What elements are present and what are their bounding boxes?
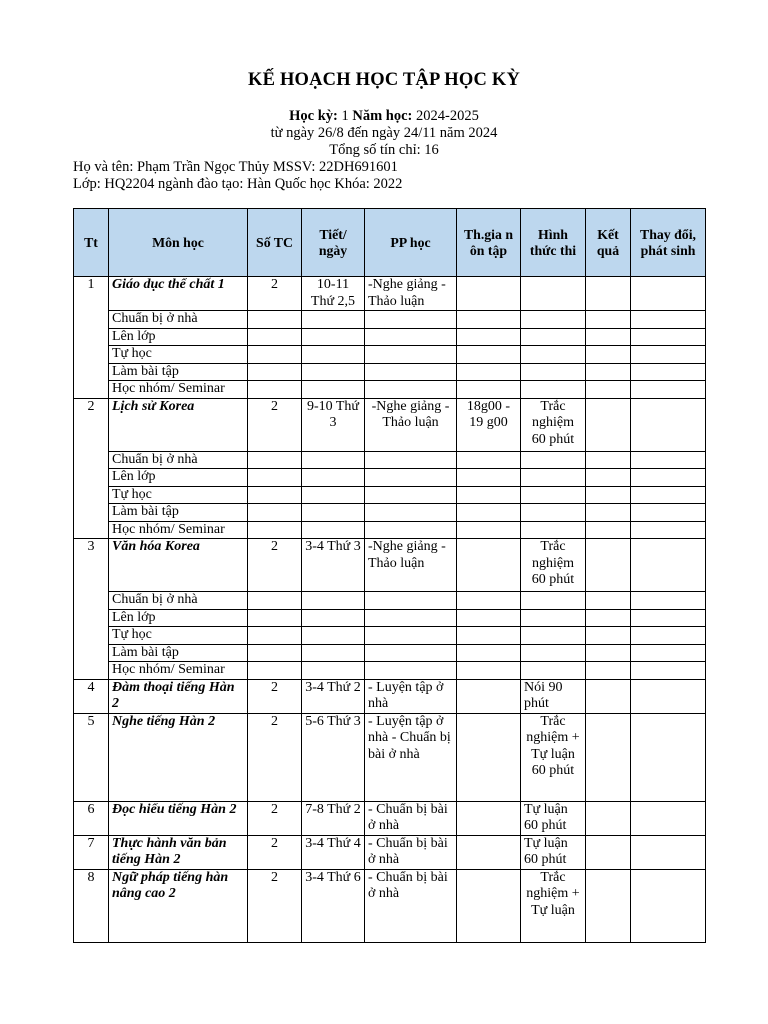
header-result: Kết quả xyxy=(586,209,631,277)
course-credits: 2 xyxy=(248,713,302,801)
table-row xyxy=(74,398,706,451)
activity-label: Học nhóm/ Seminar xyxy=(109,381,248,399)
course-exam xyxy=(521,277,586,311)
course-result xyxy=(586,869,631,942)
course-result xyxy=(586,277,631,311)
course-credits: 2 xyxy=(248,801,302,835)
course-change xyxy=(631,801,706,835)
activity-label: Làm bài tập xyxy=(109,644,248,662)
course-period: 3-4 Thứ 4 xyxy=(302,835,365,869)
header-method: PP học xyxy=(365,209,457,277)
course-number: 6 xyxy=(74,801,109,835)
course-review xyxy=(457,713,521,801)
table-row xyxy=(74,627,706,645)
table-row xyxy=(74,539,706,592)
course-credits: 2 xyxy=(248,398,302,451)
course-result xyxy=(586,835,631,869)
study-plan-table xyxy=(73,208,706,943)
course-number: 8 xyxy=(74,869,109,942)
course-number: 5 xyxy=(74,713,109,801)
course-name: Lịch sử Korea xyxy=(109,398,248,451)
table-row xyxy=(74,662,706,680)
semester-line xyxy=(0,108,768,126)
table-row xyxy=(74,801,706,835)
table-row xyxy=(74,311,706,329)
course-number: 7 xyxy=(74,835,109,869)
course-exam: Trắc nghiệm 60 phút xyxy=(521,398,586,451)
table-row xyxy=(74,609,706,627)
semester-label: Học kỳ: xyxy=(289,108,338,124)
course-change xyxy=(631,679,706,713)
course-period: 9-10 Thứ 3 xyxy=(302,398,365,451)
activity-label: Chuẩn bị ở nhà xyxy=(109,311,248,329)
activity-label: Chuẩn bị ở nhà xyxy=(109,451,248,469)
course-period: 3-4 Thứ 2 xyxy=(302,679,365,713)
header-exam: Hình thức thi xyxy=(521,209,586,277)
course-period: 10-11 Thứ 2,5 xyxy=(302,277,365,311)
course-number: 4 xyxy=(74,679,109,713)
activity-label: Học nhóm/ Seminar xyxy=(109,521,248,539)
course-period: 7-8 Thứ 2 xyxy=(302,801,365,835)
course-exam: Trắc nghiệm + Tự luận xyxy=(521,869,586,942)
course-credits: 2 xyxy=(248,679,302,713)
activity-label: Tự học xyxy=(109,627,248,645)
student-info: Họ và tên: Phạm Trần Ngọc Thủy MSSV: 22DH691601 xyxy=(73,159,398,175)
table-row xyxy=(74,346,706,364)
table-row xyxy=(74,381,706,399)
table-row xyxy=(74,592,706,610)
course-exam: Trắc nghiệm 60 phút xyxy=(521,539,586,592)
course-method: -Nghe giảng -Thảo luận xyxy=(365,277,457,311)
course-review xyxy=(457,835,521,869)
course-exam: Nói 90 phút xyxy=(521,679,586,713)
course-credits: 2 xyxy=(248,835,302,869)
table-row xyxy=(74,328,706,346)
course-result xyxy=(586,539,631,592)
activity-label: Tự học xyxy=(109,346,248,364)
course-number: 2 xyxy=(74,398,109,539)
course-change xyxy=(631,713,706,801)
course-name: Ngữ pháp tiếng hàn nâng cao 2 xyxy=(109,869,248,942)
header-subject: Môn học xyxy=(109,209,248,277)
course-review: 18g00 - 19 g00 xyxy=(457,398,521,451)
course-exam: Tự luận 60 phút xyxy=(521,801,586,835)
course-method: -Nghe giảng -Thảo luận xyxy=(365,398,457,451)
course-period: 3-4 Thứ 3 xyxy=(302,539,365,592)
table-row xyxy=(74,644,706,662)
course-credits: 2 xyxy=(248,539,302,592)
course-method: -Nghe giảng -Thảo luận xyxy=(365,539,457,592)
class-info: Lớp: HQ2204 ngành đào tạo: Hàn Quốc học Khóa: 2022 xyxy=(73,176,403,192)
course-period: 3-4 Thứ 6 xyxy=(302,869,365,942)
course-change xyxy=(631,869,706,942)
activity-label: Tự học xyxy=(109,486,248,504)
course-result xyxy=(586,713,631,801)
table-row xyxy=(74,504,706,522)
course-change xyxy=(631,277,706,311)
course-result xyxy=(586,679,631,713)
course-review xyxy=(457,869,521,942)
activity-label: Lên lớp xyxy=(109,469,248,487)
course-review xyxy=(457,801,521,835)
course-number: 1 xyxy=(74,277,109,399)
table-row xyxy=(74,869,706,942)
course-name: Đọc hiểu tiếng Hàn 2 xyxy=(109,801,248,835)
course-method: - Luyện tập ở nhà - Chuẩn bị bài ở nhà xyxy=(365,713,457,801)
activity-label: Làm bài tập xyxy=(109,504,248,522)
course-credits: 2 xyxy=(248,869,302,942)
course-exam: Trắc nghiệm + Tự luận 60 phút xyxy=(521,713,586,801)
activity-label: Chuẩn bị ở nhà xyxy=(109,592,248,610)
activity-label: Làm bài tập xyxy=(109,363,248,381)
date-range: từ ngày 26/8 đến ngày 24/11 năm 2024 xyxy=(270,125,498,141)
table-row xyxy=(74,451,706,469)
course-name: Giáo dục thể chất 1 xyxy=(109,277,248,311)
course-result xyxy=(586,801,631,835)
table-header-row xyxy=(74,209,706,277)
header-credits: Số TC xyxy=(248,209,302,277)
table-row xyxy=(74,469,706,487)
year-label: Năm học: xyxy=(352,108,413,124)
header-change: Thay đổi, phát sinh xyxy=(631,209,706,277)
course-name: Đàm thoại tiếng Hàn 2 xyxy=(109,679,248,713)
table-row xyxy=(74,486,706,504)
course-method: - Chuẩn bị bài ở nhà xyxy=(365,801,457,835)
semester-value: 1 xyxy=(337,108,353,124)
table-row xyxy=(74,521,706,539)
course-name: Nghe tiếng Hàn 2 xyxy=(109,713,248,801)
course-review xyxy=(457,679,521,713)
course-method: - Chuẩn bị bài ở nhà xyxy=(365,869,457,942)
course-method: - Chuẩn bị bài ở nhà xyxy=(365,835,457,869)
course-method: - Luyện tập ở nhà xyxy=(365,679,457,713)
table-row xyxy=(74,835,706,869)
header-tt: Tt xyxy=(74,209,109,277)
header-period: Tiết/ ngày xyxy=(302,209,365,277)
header-review: Th.gia n ôn tập xyxy=(457,209,521,277)
course-number: 3 xyxy=(74,539,109,680)
table-row xyxy=(74,277,706,311)
activity-label: Lên lớp xyxy=(109,609,248,627)
table-row xyxy=(74,363,706,381)
activity-label: Lên lớp xyxy=(109,328,248,346)
course-period: 5-6 Thứ 3 xyxy=(302,713,365,801)
table-row xyxy=(74,713,706,801)
total-credits: Tổng số tín chỉ: 16 xyxy=(329,142,439,158)
course-review xyxy=(457,539,521,592)
course-change xyxy=(631,835,706,869)
course-exam: Tự luận 60 phút xyxy=(521,835,586,869)
table-row xyxy=(74,679,706,713)
course-change xyxy=(631,539,706,592)
activity-label: Học nhóm/ Seminar xyxy=(109,662,248,680)
year-value: 2024-2025 xyxy=(412,108,479,124)
course-review xyxy=(457,277,521,311)
course-name: Thực hành văn bản tiếng Hàn 2 xyxy=(109,835,248,869)
course-result xyxy=(586,398,631,451)
course-name: Văn hóa Korea xyxy=(109,539,248,592)
document-title: KẾ HOẠCH HỌC TẬP HỌC KỲ xyxy=(247,70,521,90)
course-change xyxy=(631,398,706,451)
course-credits: 2 xyxy=(248,277,302,311)
